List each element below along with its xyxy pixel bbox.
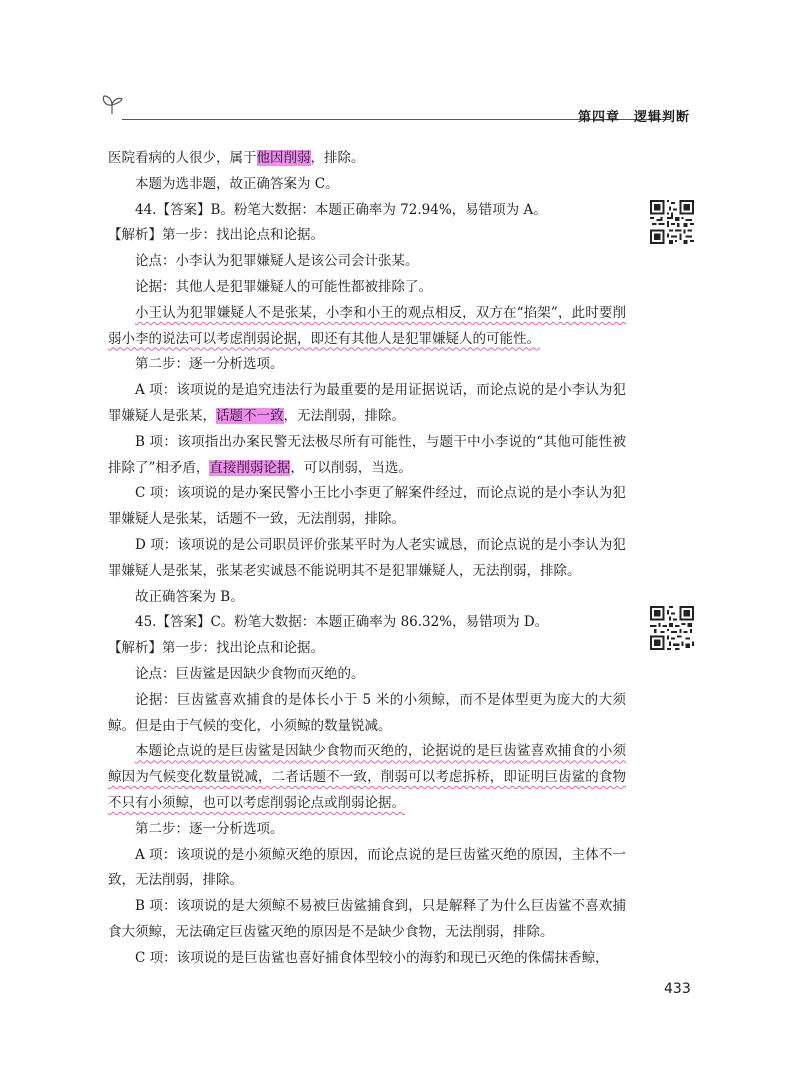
paragraph — [108, 610, 626, 636]
text-run: ，排除。 — [310, 150, 365, 166]
paragraph — [108, 352, 626, 378]
paragraph — [108, 198, 626, 224]
highlighted-phrase: 话题不一致 — [216, 407, 284, 424]
text-run: 医院看病的人很少，属于 — [108, 150, 257, 166]
paragraph — [108, 275, 626, 301]
text-run: C 项：该项说的是巨齿鲨也喜好捕食体型较小的海豹和现已灭绝的侏儒抹香鲸， — [135, 949, 609, 966]
qr-code-icon — [650, 200, 694, 244]
paragraph — [108, 688, 626, 740]
paragraph — [108, 843, 626, 895]
paragraph — [108, 378, 626, 430]
chapter-title: 逻辑判断 — [634, 110, 691, 125]
text-run: 第二步：逐一分析选项。 — [135, 820, 284, 837]
paragraph — [108, 172, 626, 198]
underlined-passage: 本题论点说的是巨齿鲨是因缺少食物而灭绝的，论据说的是巨齿鲨喜欢捕食的小须鲸因为气候变化数量锐减，二者话题不一致，削弱可以考虑拆桥，即证明巨齿鲨的食物不只有小须鲸，也可以考虑削弱论点或削弱论据。 — [108, 743, 626, 811]
paragraph — [108, 146, 626, 172]
text-run: A 项：该项说的是小须鲸灭绝的原因，而论点说的是巨齿鲨灭绝的原因，主体不一致，无法削弱，排除。 — [108, 846, 626, 889]
text-run: 论据：其他人是犯罪嫌疑人的可能性都被排除了。 — [135, 278, 432, 295]
text-run: 第二步：逐一分析选项。 — [135, 356, 284, 373]
text-run: C 项：该项说的是办案民警小王比小李更了解案件经过，而论点说的是小李认为犯罪嫌疑人是张某，话题不一致，无法削弱，排除。 — [108, 485, 626, 528]
text-run: ，可以削弱，当选。 — [290, 459, 412, 476]
text-run: 【解析】第一步：找出论点和论据。 — [108, 640, 324, 657]
paragraph — [108, 585, 626, 611]
chapter-number: 第四章 — [578, 110, 621, 125]
paragraph — [108, 249, 626, 275]
text-run: 45.【答案】C。粉笔大数据：本题正确率为 86.32%，易错项为 D。 — [135, 614, 549, 631]
text-run: A 项：该项说的是追究违法行为最重要的是用证据说话，而论点说的是小李认为犯罪嫌疑人是张某， — [108, 382, 626, 424]
underlined-passage: 小王认为犯罪嫌疑人不是张某，小李和小王的观点相反，双方在“掐架”，此时要削弱小李的说法可以考虑削弱论据，即还有其他人是犯罪嫌疑人的可能性。 — [108, 304, 626, 347]
paragraph — [108, 481, 626, 533]
paragraph — [108, 662, 626, 688]
text-run: 故正确答案为 B。 — [135, 588, 244, 605]
paragraph — [108, 301, 626, 353]
text-run: B 项：该项指出办案民警无法极尽所有可能性，与题干中小李说的“其他可能性被排除了”相矛盾， — [108, 433, 626, 476]
page-header — [100, 92, 700, 132]
paragraph — [108, 223, 626, 249]
highlighted-phrase: 直接削弱论据 — [209, 459, 291, 476]
paragraph — [108, 533, 626, 585]
text-run: 论点：巨齿鲨是因缺少食物而灭绝的。 — [135, 665, 365, 682]
paragraph — [108, 739, 626, 816]
paragraph — [108, 946, 626, 972]
body-text — [108, 146, 626, 972]
sprout-icon — [100, 92, 124, 116]
paragraph — [108, 817, 626, 843]
paragraph — [108, 430, 626, 482]
text-run: D 项：该项说的是公司职员评价张某平时为人老实诚恳，而论点说的是小李认为犯罪嫌疑人是张某，张某老实诚恳不能说明其不是犯罪嫌疑人，无法削弱，排除。 — [108, 536, 626, 579]
chapter-heading — [578, 106, 690, 125]
text-run: 【解析】第一步：找出论点和论据。 — [108, 227, 324, 244]
page-number: 433 — [664, 981, 691, 997]
text-run: 本题为选非题，故正确答案为 C。 — [135, 175, 339, 192]
highlighted-phrase: 他因削弱 — [256, 150, 311, 166]
paragraph — [108, 894, 626, 946]
text-run: 论点：小李认为犯罪嫌疑人是该公司会计张某。 — [135, 253, 419, 270]
paragraph — [108, 636, 626, 662]
text-run: 44.【答案】B。粉笔大数据：本题正确率为 72.94%，易错项为 A。 — [135, 201, 547, 218]
text-run: ，无法削弱，排除。 — [283, 407, 405, 424]
text-run: 论据：巨齿鲨喜欢捕食的是体长小于 5 米的小须鲸，而不是体型更为庞大的大须鲸。但是由于气候的变化，小须鲸的数量锐减。 — [108, 691, 626, 734]
text-run: B 项：该项说的是大须鲸不易被巨齿鲨捕食到，只是解释了为什么巨齿鲨不喜欢捕食大须鲸，无法确定巨齿鲨灭绝的原因是不是缺少食物，无法削弱，排除。 — [108, 898, 626, 940]
qr-code-icon — [650, 606, 694, 650]
